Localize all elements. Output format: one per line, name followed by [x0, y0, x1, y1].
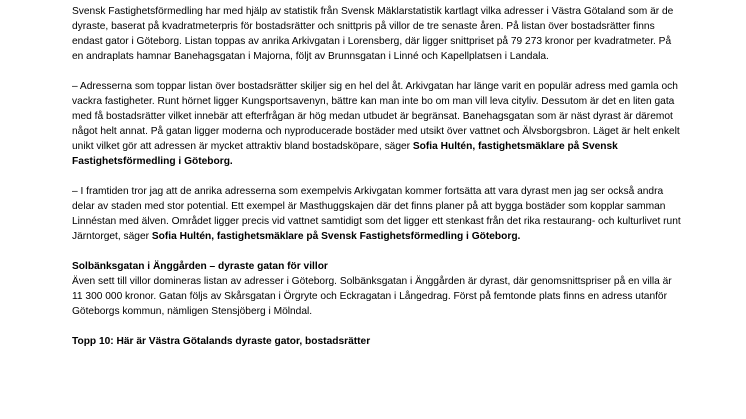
paragraph-villas: Även sett till villor domineras listan av adresser i Göteborg. Solbänksgatan i Änggården är dyrast, där genomsnittspriser på en villa är 11 300 000 kronor. Gatan följs av Skårsgatan i Örgryte och Eckragatan i Långedrag. Först på femtonde plats finns en adress utanför Göteborgs kommun, nämligen Stensjöberg i Mölndal. — [72, 276, 672, 317]
quote-text-2: – I framtiden tror jag att de anrika adresserna som exempelvis Arkivgatan kommer fortsätta att vara dyrast men jag ser också andra delar av staden med stor potential. Ett exempel är Masthuggskajen där det finns planer på att bygga bostäder som kopplar samman Linnéstan med älven. Området ligger precis vid vattnet samtidigt som det ligger ett stenkast från det rika restaurang- och kulturlivet runt Järntorget, säger — [72, 186, 681, 242]
paragraph-quote-1 — [72, 79, 682, 169]
heading-top10: Topp 10: Här är Västra Götalands dyraste gator, bostadsrätter — [72, 336, 371, 347]
document-body — [72, 4, 682, 349]
quote-text-1: – Adresserna som toppar listan över bostadsrätter skiljer sig en hel del åt. Arkivgatan har länge varit en populär adress med gamla och vackra fastigheter. Runt hörnet ligger Kungsportsavenyn, bättre kan man inte bo om man vill leva cityliv. Dessutom är det en liten gata med få bostadsrätter vilket innebär att efterfrågan är hög medan utbudet är begränsat. Banehagsgatan som är näst dyrast är däremot något helt annat. På gatan ligger moderna och nyproducerade bostäder med utsikt över vattnet och Älvsborgsbron. Läget är helt enkelt unikt vilket gör att adressen är mycket attraktiv bland bostadsköpare, säger — [72, 81, 680, 152]
paragraph-quote-2 — [72, 184, 682, 244]
heading-villas: Solbänksgatan i Änggården – dyraste gatan för villor — [72, 261, 328, 272]
quote-attribution-1: Sofia Hultén, fastighetsmäklare på Svensk Fastighetsförmedling i Göteborg. — [72, 141, 618, 167]
paragraph-intro: Svensk Fastighetsförmedling har med hjälp av statistik från Svensk Mäklarstatistik kartlagt vilka adresser i Västra Götaland som är de dyraste, baserat på kvadratmeterpris för bostadsrätter och snittpris på villor de tre senaste åren. På listan över bostadsrätter finns endast gator i Göteborg. Listan toppas av anrika Arkivgatan i Lorensberg, där ligger snittpriset på 79 273 kronor per kvadratmeter. På en andraplats hamnar Banehagsgatan i Majorna, följt av Brunnsgatan i Linné och Kapellplatsen i Landala. — [72, 6, 674, 62]
quote-attribution-2: Sofia Hultén, fastighetsmäklare på Svensk Fastighetsförmedling i Göteborg. — [151, 231, 521, 242]
